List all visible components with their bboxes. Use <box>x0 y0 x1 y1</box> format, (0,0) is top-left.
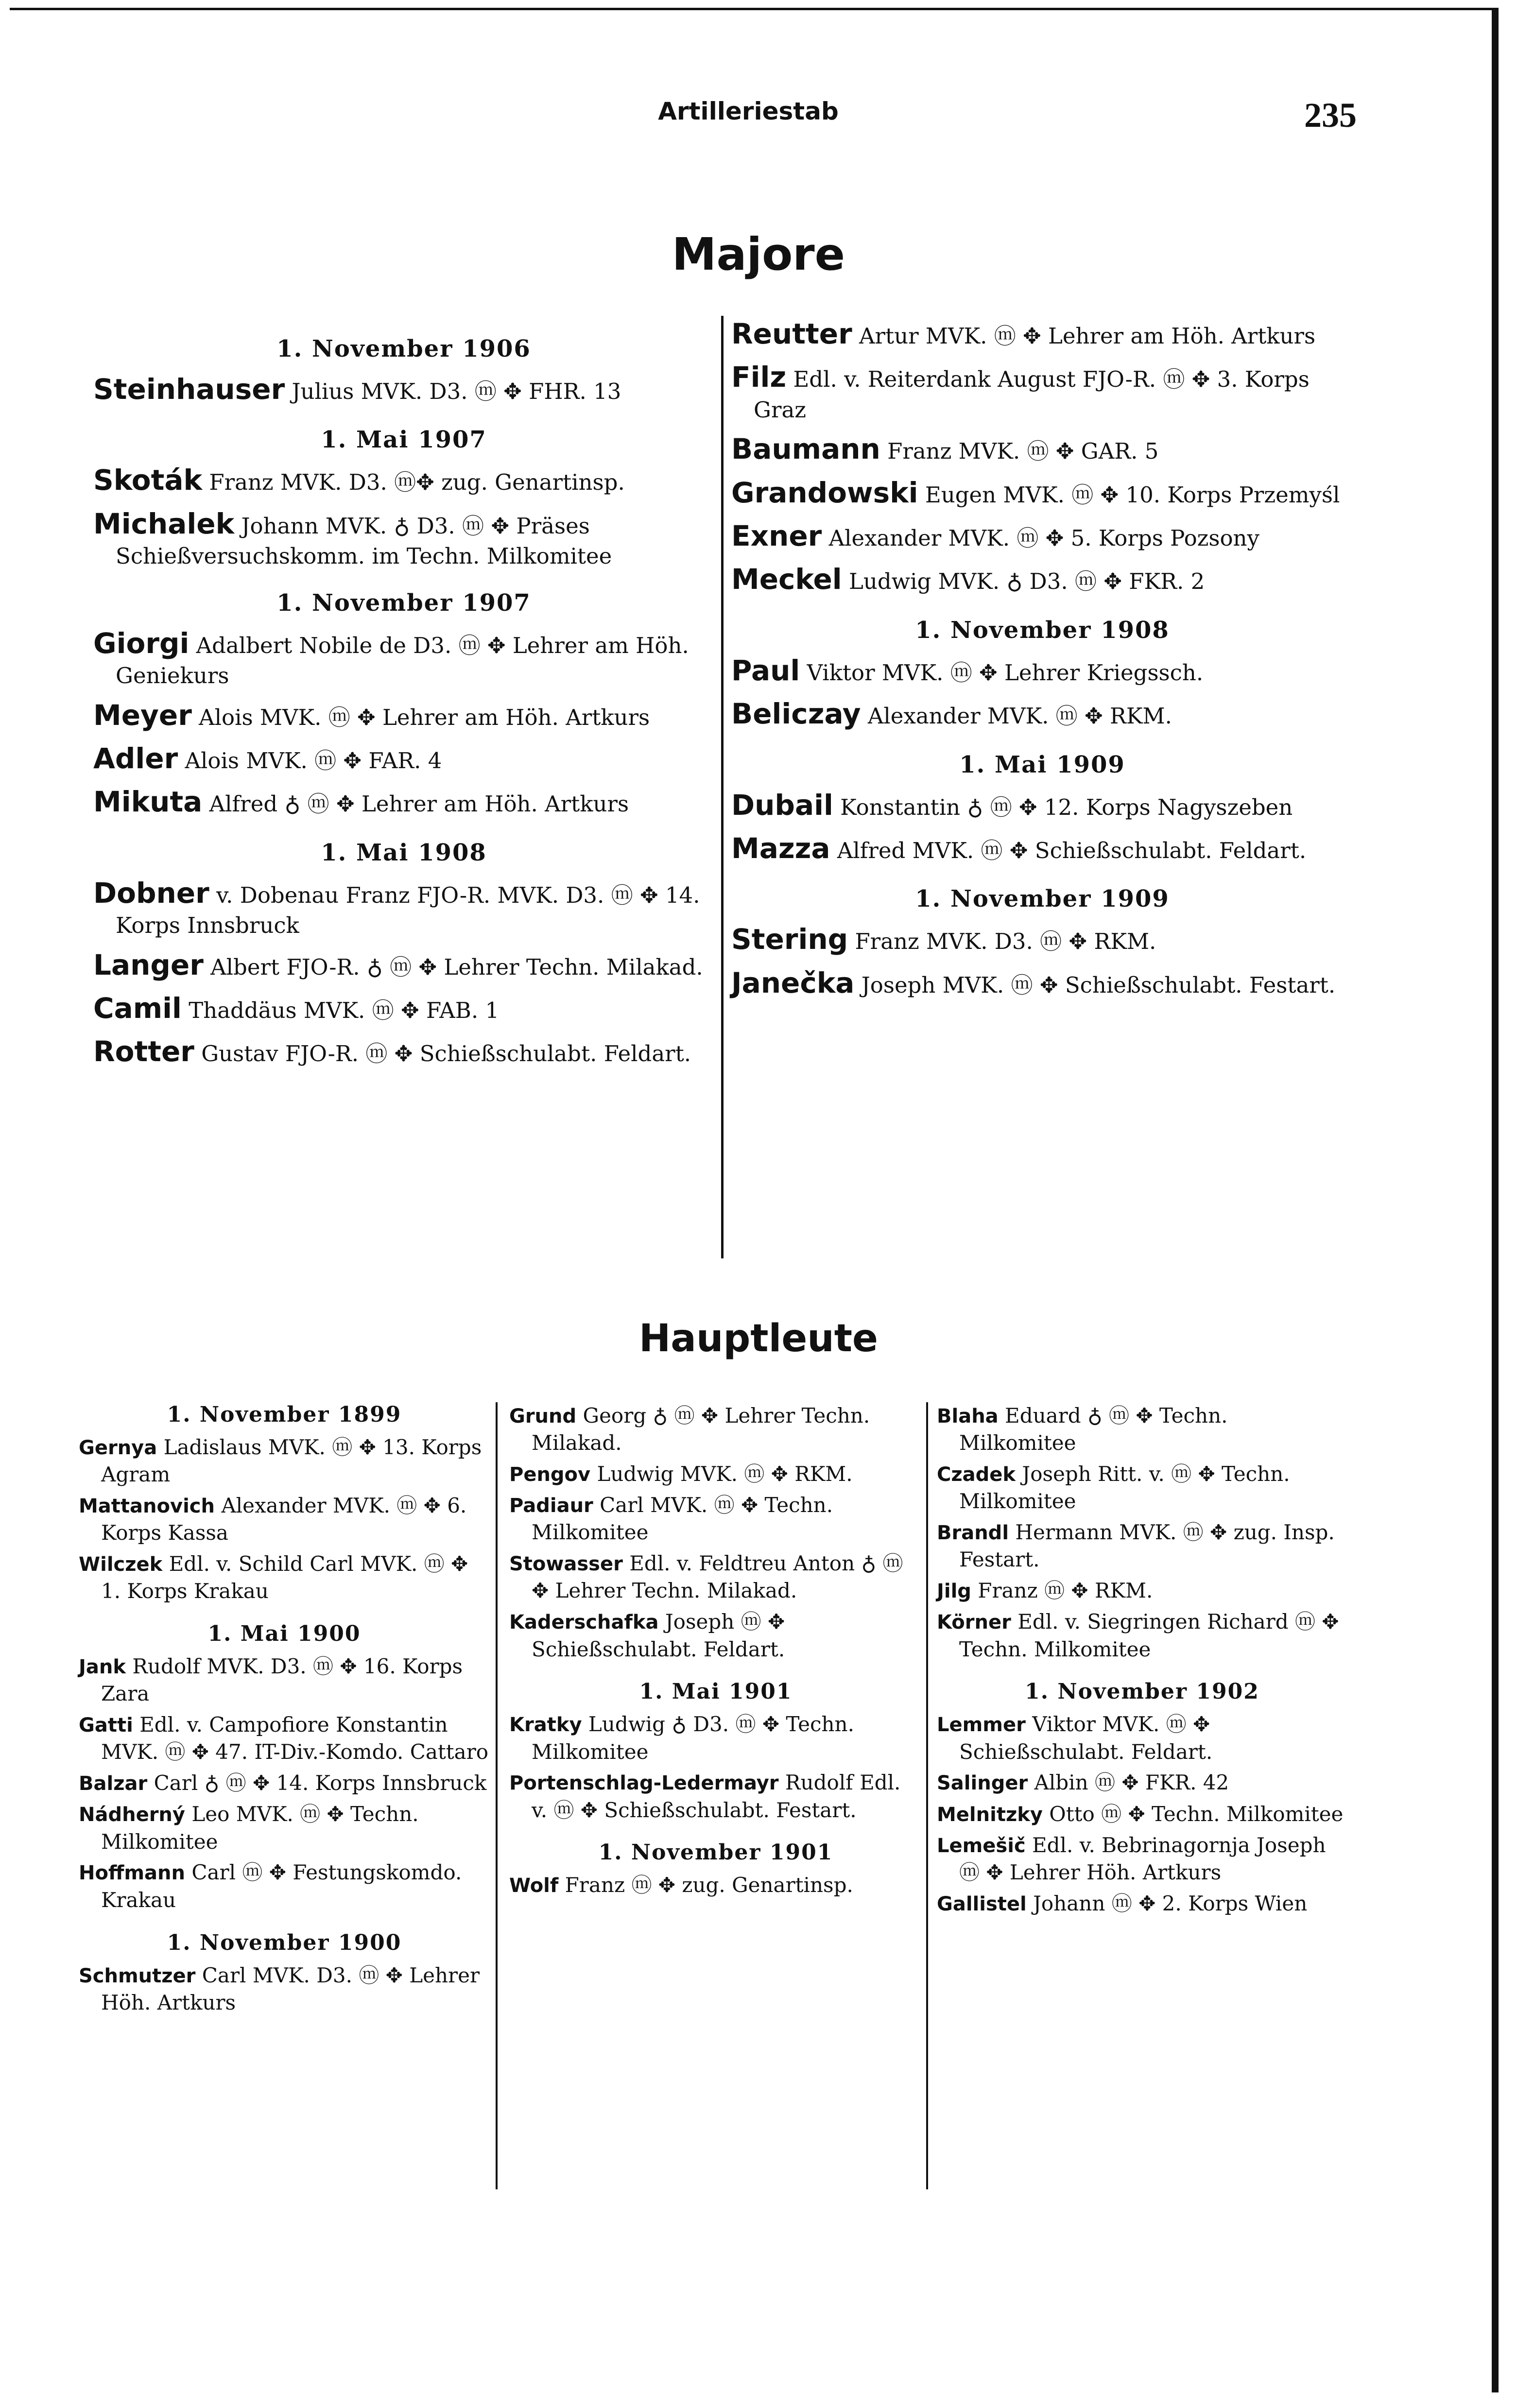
officer-details: Alfred ♁ ⓜ ✥ Lehrer am Höh. Artkurs <box>209 791 629 817</box>
promotion-date: 1. November 1907 <box>276 589 531 617</box>
officer-surname: Baumann <box>731 432 880 466</box>
promotion-date: 1. Mai 1908 <box>321 839 487 866</box>
officer-details: Edl. v. Schild Carl MVK. ⓜ ✥ 1. Korps Krakau <box>101 1552 468 1603</box>
roster-entry <box>937 1402 1347 1457</box>
officer-surname: Dobner <box>93 876 209 910</box>
officer-details: Rudolf MVK. D3. ⓜ ✥ 16. Korps Zara <box>101 1654 463 1706</box>
officer-surname: Adler <box>93 741 178 775</box>
officer-surname: Kaderschafka <box>509 1611 659 1634</box>
column-rule <box>496 1402 498 2189</box>
promotion-date: 1. November 1900 <box>167 1930 402 1955</box>
promotion-date: 1. Mai 1901 <box>639 1679 793 1704</box>
roster-entry <box>937 1608 1347 1663</box>
officer-surname: Wilczek <box>79 1553 163 1576</box>
roster-entry <box>79 1962 490 2016</box>
roster-entry <box>93 740 714 777</box>
roster-entry <box>509 1402 922 1457</box>
roster-entry <box>93 462 714 499</box>
roster-entry <box>79 1434 490 1488</box>
officer-surname: Gernya <box>79 1437 157 1459</box>
officer-surname: Körner <box>937 1611 1011 1634</box>
officer-surname: Nádherný <box>79 1804 185 1826</box>
roster-entry <box>509 1872 922 1899</box>
officer-details: Franz MVK. ⓜ ✥ GAR. 5 <box>887 438 1159 464</box>
officer-details: Viktor MVK. ⓜ ✥ Lehrer Kriegssch. <box>807 659 1204 686</box>
roster-entry <box>79 1653 490 1707</box>
officer-surname: Blaha <box>937 1405 999 1428</box>
hauptleute-column-2 <box>509 1402 922 1903</box>
roster-entry <box>937 1461 1347 1515</box>
officer-details: Eugen MVK. ⓜ ✥ 10. Korps Przemyśl <box>925 482 1340 508</box>
officer-details: Thaddäus MVK. ⓜ ✥ FAB. 1 <box>189 998 500 1024</box>
officer-surname: Meyer <box>93 698 192 732</box>
officer-details: Joseph Ritt. v. ⓜ ✥ Techn. Milkomitee <box>959 1462 1290 1514</box>
roster-entry <box>937 1519 1347 1573</box>
officer-surname: Grund <box>509 1405 577 1428</box>
promotion-date: 1. Mai 1907 <box>321 426 487 454</box>
officer-details: Ladislaus MVK. ⓜ ✥ 13. Korps Agram <box>101 1435 482 1487</box>
promotion-date: 1. Mai 1909 <box>959 751 1125 778</box>
officer-details: Edl. v. Bebrinagornja Joseph ⓜ ✥ Lehrer Höh. Artkurs <box>959 1833 1326 1884</box>
promotion-date: 1. November 1901 <box>598 1840 833 1865</box>
officer-surname: Giorgi <box>93 626 190 660</box>
roster-entry <box>93 697 714 734</box>
roster-entry <box>937 1769 1347 1796</box>
officer-details: Ludwig ♁ D3. ⓜ ✥ Techn. Milkomitee <box>532 1712 854 1764</box>
officer-surname: Gallistel <box>937 1892 1027 1915</box>
officer-details: Alexander MVK. ⓜ ✥ RKM. <box>867 703 1172 729</box>
officer-surname: Gatti <box>79 1714 133 1737</box>
page-number: 235 <box>1304 96 1357 135</box>
officer-details: Hermann MVK. ⓜ ✥ zug. Insp. Festart. <box>959 1520 1335 1572</box>
officer-details: Edl. v. Reiterdank August FJO-R. ⓜ ✥ 3. Korps Graz <box>754 366 1310 423</box>
roster-entry <box>79 1770 490 1797</box>
section-title-hauptleute: Hauptleute <box>639 1317 878 1360</box>
officer-details: Otto ⓜ ✥ Techn. Milkomitee <box>1049 1802 1344 1826</box>
officer-surname: Meckel <box>731 563 842 596</box>
majore-right-column <box>731 316 1353 1008</box>
officer-surname: Paul <box>731 654 800 687</box>
promotion-date: 1. November 1902 <box>1025 1679 1259 1704</box>
roster-entry <box>93 990 714 1027</box>
officer-surname: Jilg <box>937 1580 971 1603</box>
officer-details: Edl. v. Feldtreu Anton ♁ ⓜ ✥ Lehrer Techn. Milakad. <box>532 1551 903 1603</box>
officer-surname: Czadek <box>937 1463 1016 1486</box>
column-rule <box>721 316 724 1258</box>
hauptleute-column-3 <box>937 1402 1347 1921</box>
officer-surname: Beliczay <box>731 697 861 731</box>
officer-details: Carl ♁ ⓜ ✥ 14. Korps Innsbruck <box>154 1771 487 1795</box>
roster-entry <box>731 316 1353 352</box>
roster-entry <box>731 830 1353 867</box>
roster-entry <box>731 696 1353 732</box>
officer-details: v. Dobenau Franz FJO-R. MVK. D3. ⓜ ✥ 14. Korps Innsbruck <box>116 882 700 939</box>
roster-entry <box>937 1890 1347 1917</box>
roster-entry <box>731 921 1353 958</box>
roster-entry <box>937 1577 1347 1604</box>
promotion-date: 1. November 1906 <box>276 335 531 362</box>
officer-details: Gustav FJO-R. ⓜ ✥ Schießschulabt. Feldart. <box>201 1041 691 1067</box>
roster-entry <box>79 1492 490 1547</box>
promotion-date: 1. November 1908 <box>915 616 1170 644</box>
officer-details: Ludwig MVK. ⓜ ✥ RKM. <box>597 1462 853 1486</box>
officer-surname: Langer <box>93 948 204 981</box>
roster-entry <box>509 1550 922 1604</box>
officer-details: Joseph MVK. ⓜ ✥ Schießschulabt. Festart. <box>861 972 1336 998</box>
roster-entry <box>937 1711 1347 1765</box>
officer-details: Franz ⓜ ✥ RKM. <box>978 1579 1153 1603</box>
roster-entry <box>509 1769 922 1823</box>
officer-details: Alexander MVK. ⓜ ✥ 6. Korps Kassa <box>101 1494 467 1545</box>
officer-surname: Reutter <box>731 317 852 350</box>
officer-details: Albin ⓜ ✥ FKR. 42 <box>1034 1771 1229 1795</box>
officer-surname: Janečka <box>731 966 855 999</box>
roster-entry <box>93 784 714 820</box>
officer-surname: Balzar <box>79 1772 148 1795</box>
officer-details: Johann ⓜ ✥ 2. Korps Wien <box>1033 1891 1308 1915</box>
officer-surname: Pengov <box>509 1463 591 1486</box>
roster-entry <box>937 1832 1347 1886</box>
roster-entry <box>79 1859 490 1913</box>
section-title-majore: Majore <box>672 228 845 280</box>
officer-surname: Portenschlag-Ledermayr <box>509 1772 779 1795</box>
officer-details: Viktor MVK. ⓜ ✥ Schießschulabt. Feldart. <box>959 1712 1213 1764</box>
roster-entry <box>731 431 1353 467</box>
officer-surname: Schmutzer <box>79 1964 196 1987</box>
running-head: Artilleriestab <box>658 97 839 125</box>
officer-surname: Brandl <box>937 1522 1009 1545</box>
officer-details: Konstantin ♁ ⓜ ✥ 12. Korps Nagyszeben <box>840 794 1293 820</box>
officer-details: Alois MVK. ⓜ ✥ Lehrer am Höh. Artkurs <box>199 704 650 730</box>
roster-entry <box>937 1801 1347 1828</box>
officer-surname: Steinhauser <box>93 373 285 406</box>
officer-details: Alois MVK. ⓜ ✥ FAR. 4 <box>185 747 442 774</box>
officer-surname: Lemmer <box>937 1714 1026 1737</box>
roster-entry <box>93 1033 714 1070</box>
officer-surname: Jank <box>79 1656 126 1679</box>
officer-details: Joseph ⓜ ✥ Schießschulabt. Feldart. <box>532 1610 785 1661</box>
officer-details: Franz MVK. D3. ⓜ ✥ RKM. <box>855 929 1156 955</box>
officer-surname: Camil <box>93 992 182 1025</box>
roster-entry <box>79 1550 490 1605</box>
officer-surname: Salinger <box>937 1772 1028 1795</box>
officer-surname: Stering <box>731 923 848 956</box>
majore-left-column <box>93 335 714 1077</box>
roster-entry <box>93 947 714 983</box>
officer-surname: Skoták <box>93 464 203 497</box>
officer-details: Edl. v. Siegringen Richard ⓜ ✥ Techn. Milkomitee <box>959 1610 1339 1661</box>
promotion-date: 1. Mai 1900 <box>207 1621 361 1647</box>
officer-details: Eduard ♁ ⓜ ✥ Techn. Milkomitee <box>959 1404 1228 1455</box>
officer-details: Albert FJO-R. ♁ ⓜ ✥ Lehrer Techn. Milakad. <box>210 954 703 980</box>
officer-surname: Dubail <box>731 788 833 822</box>
hauptleute-column-1 <box>79 1402 490 2020</box>
officer-surname: Michalek <box>93 507 235 540</box>
officer-surname: Grandowski <box>731 476 918 509</box>
officer-details: Franz ⓜ ✥ zug. Genartinsp. <box>565 1873 853 1897</box>
roster-entry <box>731 475 1353 511</box>
officer-surname: Exner <box>731 519 822 553</box>
roster-entry <box>93 371 714 408</box>
officer-details: Carl MVK. D3. ⓜ ✥ Lehrer Höh. Artkurs <box>101 1963 480 2014</box>
officer-surname: Wolf <box>509 1875 559 1897</box>
roster-entry <box>509 1461 922 1488</box>
roster-entry <box>509 1711 922 1765</box>
roster-entry <box>509 1608 922 1663</box>
officer-details: Adalbert Nobile de D3. ⓜ ✥ Lehrer am Höh. Geniekurs <box>116 632 689 689</box>
roster-entry <box>731 561 1353 598</box>
roster-entry <box>509 1492 922 1546</box>
officer-details: Carl MVK. ⓜ ✥ Techn. Milkomitee <box>532 1493 833 1545</box>
officer-surname: Mazza <box>731 832 830 865</box>
roster-entry <box>79 1711 490 1766</box>
officer-details: Artur MVK. ⓜ ✥ Lehrer am Höh. Artkurs <box>859 323 1316 349</box>
officer-details: Franz MVK. D3. ⓜ✥ zug. Genartinsp. <box>209 469 625 496</box>
officer-surname: Mattanovich <box>79 1495 215 1518</box>
promotion-date: 1. November 1899 <box>167 1402 402 1427</box>
roster-entry <box>731 965 1353 1001</box>
officer-details: Leo MVK. ⓜ ✥ Techn. Milkomitee <box>101 1802 419 1854</box>
column-rule <box>926 1402 928 2189</box>
officer-details: Johann MVK. ♁ D3. ⓜ ✥ Präses Schießversuchskomm. im Techn. Milkomitee <box>116 513 612 569</box>
officer-surname: Lemešič <box>937 1834 1026 1857</box>
officer-details: Georg ♁ ⓜ ✥ Lehrer Techn. Milakad. <box>532 1404 870 1455</box>
roster-entry <box>79 1801 490 1855</box>
officer-surname: Melnitzky <box>937 1803 1043 1826</box>
officer-details: Ludwig MVK. ♁ D3. ⓜ ✥ FKR. 2 <box>848 568 1205 595</box>
roster-entry <box>731 518 1353 554</box>
officer-surname: Rotter <box>93 1035 194 1068</box>
roster-entry <box>731 653 1353 689</box>
officer-surname: Mikuta <box>93 785 203 819</box>
officer-surname: Hoffmann <box>79 1862 185 1885</box>
officer-surname: Filz <box>731 361 787 394</box>
roster-entry <box>731 359 1353 424</box>
roster-entry <box>93 506 714 571</box>
officer-details: Alexander MVK. ⓜ ✥ 5. Korps Pozsony <box>828 525 1259 551</box>
officer-surname: Padiaur <box>509 1495 593 1517</box>
officer-details: Julius MVK. D3. ⓜ ✥ FHR. 13 <box>292 378 621 404</box>
roster-entry <box>731 787 1353 824</box>
officer-surname: Stowasser <box>509 1553 623 1576</box>
officer-surname: Kratky <box>509 1714 582 1737</box>
promotion-date: 1. November 1909 <box>915 885 1170 913</box>
roster-entry <box>93 625 714 690</box>
officer-details: Rudolf Edl. v. ⓜ ✥ Schießschulabt. Festart. <box>532 1771 901 1822</box>
officer-details: Carl ⓜ ✥ Festungskomdo. Krakau <box>101 1860 462 1912</box>
officer-details: Alfred MVK. ⓜ ✥ Schießschulabt. Feldart. <box>837 838 1307 864</box>
roster-entry <box>93 875 714 940</box>
officer-details: Edl. v. Campofiore Konstantin MVK. ⓜ ✥ 47. IT-Div.-Komdo. Cattaro <box>101 1713 489 1764</box>
